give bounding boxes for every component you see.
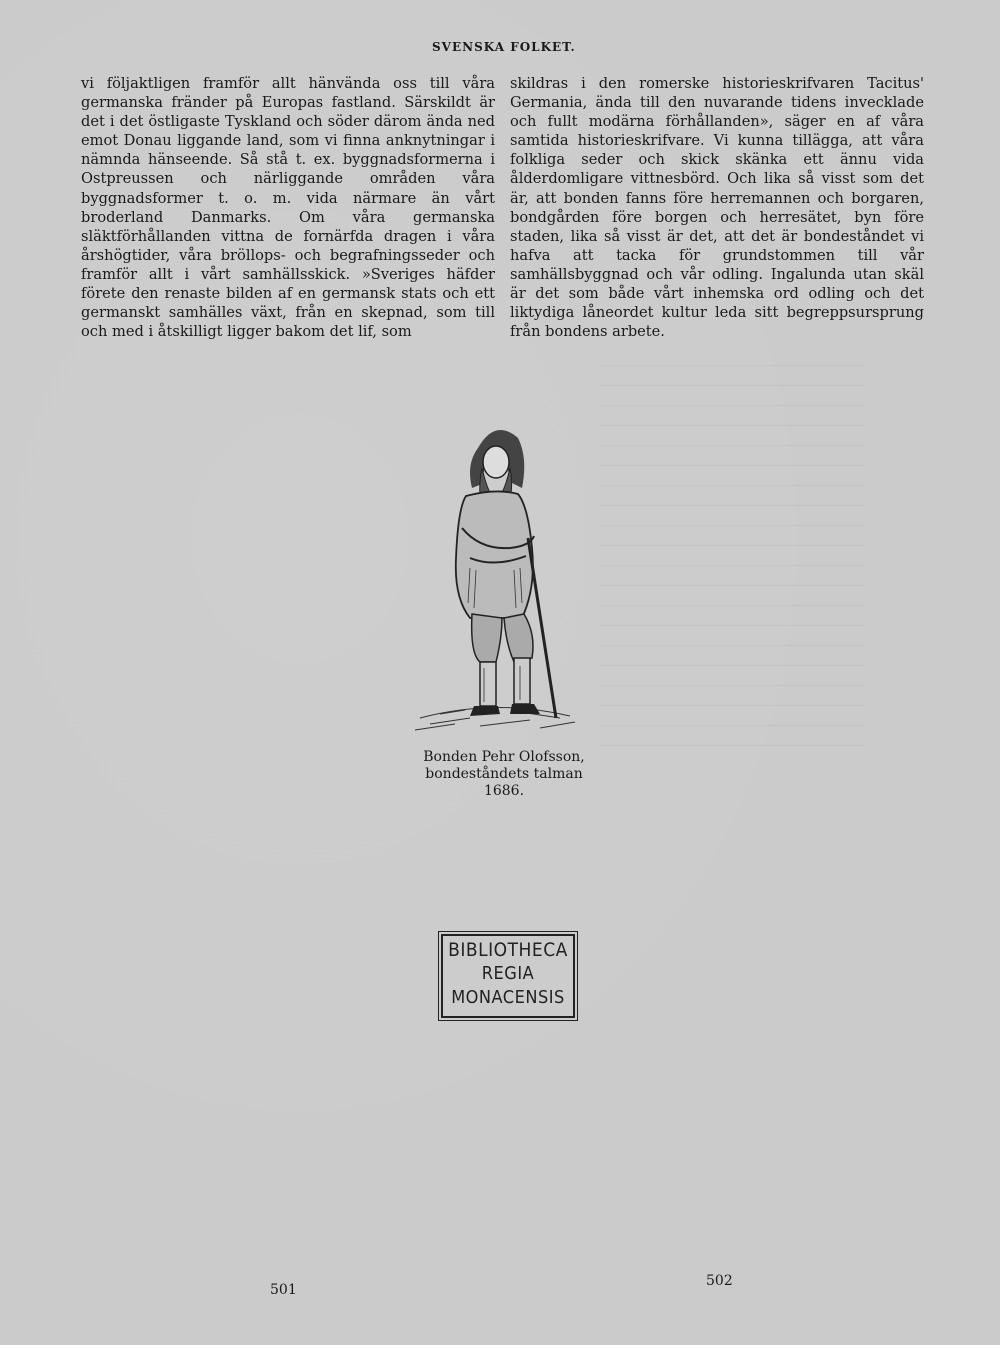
stamp-line-2: REGIA [481,963,535,984]
left-column-text: vi följaktligen framför allt hänvända oss till våra germanska fränder på Europas fastland. Särskildt är det i det östligaste Tyskland och söder därom ända ned emot Donau liggande land, som vi finna anknytningar i nämnda hänseende. Så stå t. ex. byggnadsformerna i Ostpreussen och närliggande områden våra byggnadsformer t. o. m. vida närmare än vårt broderland Danmarks. Om våra germanska släktförhållanden vittna de fornärfda dragen i våra årshögtider, våra bröllops- och begrafningsseder och framför allt i vårt samhällsskick. »Sveriges häfder förete den renaste bilden af en germansk stats och ett germanskt samhälles växt, från en skepnad, som till och med i åtskilligt ligger bakom det lif, som [81,75,495,341]
right-column-text: skildras i den romerske historieskrifvaren Tacitus' Germania, ända till den nuvarande tidens invecklade och fullt modärna förhållanden», säger en af våra samtida historieskrifvare. Vi kunna tillägga, att våra folkliga seder och skick skänka ett ännu vida ålderdomligare vittnesbörd. Och lika så visst som det är, att bonden fanns före herremannen och borgaren, bondgården före borgen och herresätet, byn före staden, lika så visst är det, att det är bondeståndet vi hafva att tacka för grundstommen till vår samhällsbyggnad och vår odling. Ingalunda utan skäl är det som både vårt inhemska ord odling och det liktydiga låneordet kultur leda sitt begreppsursprung från bondens arbete. [510,75,924,341]
caption-line-2: bondeståndets talman 1686. [425,766,583,799]
text-column-right [510,74,924,341]
library-stamp [441,934,575,1018]
stamp-line-1: BIBLIOTHECA [448,939,568,961]
text-column-left [81,74,495,341]
stamp-line-3: MONACENSIS [451,987,565,1008]
figure-caption [404,749,604,800]
page-number-left: 501 [270,1282,297,1298]
bleed-through: ________________________________________________ ________________________________________________ ________________________________________________ ________________________________________________ ________________________________________________ ________________________________________________ ________________________________________________ ________________________________________________ ________________________________________________ ________________________________________________ ________________________________________________ ________________________________________________ ________________________________________________ ________________________________________________ ________________________________________________ ________________________________________________ ________________________________________________ ________________________________________________ ________________________________________________ ________________________________________________ [600,353,864,746]
caption-line-1: Bonden Pehr Olofsson, [423,749,585,765]
peasant-illustration-icon [410,418,580,738]
page-number-right: 502 [706,1273,733,1289]
running-header: SVENSKA FOLKET. [432,40,576,54]
